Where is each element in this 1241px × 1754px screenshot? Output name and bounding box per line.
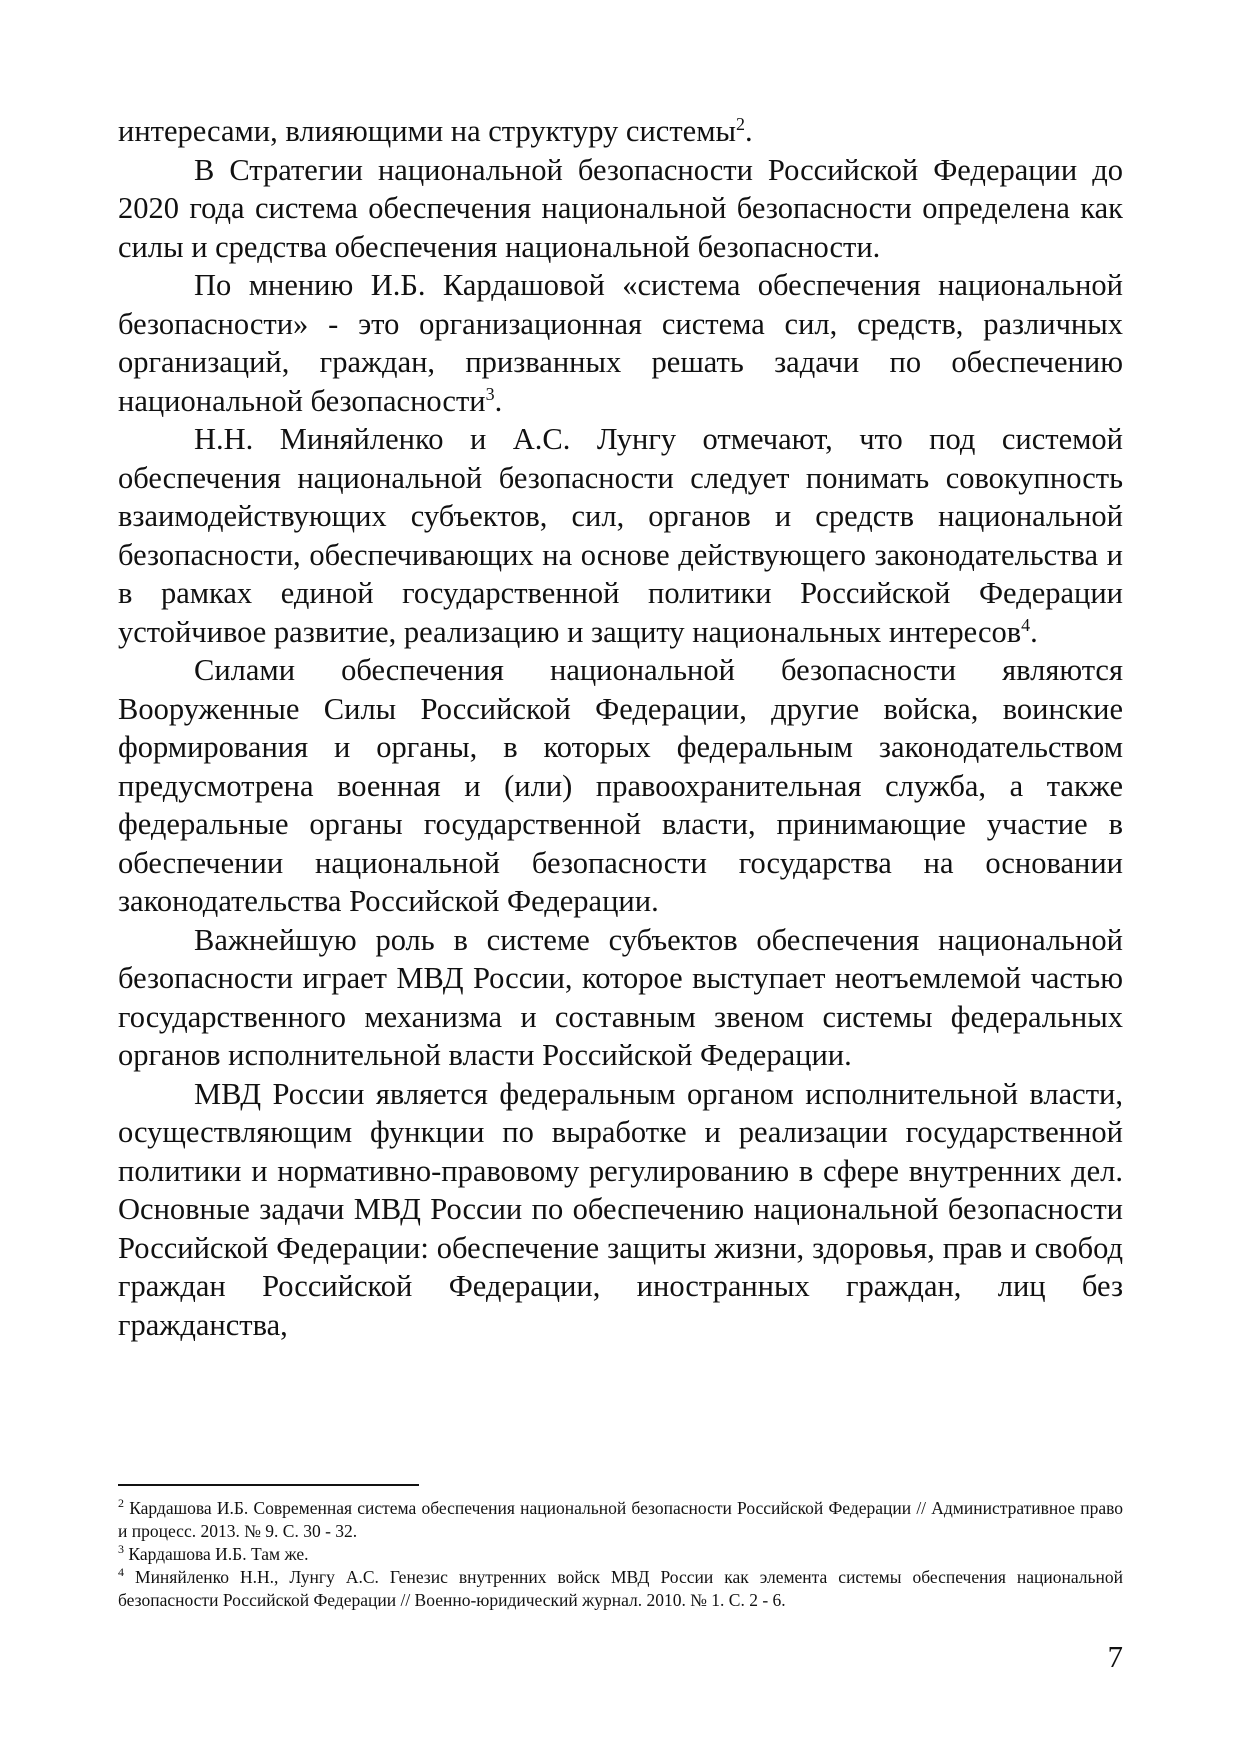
paragraph-4 [118, 420, 1123, 651]
paragraph-7: МВД России является федеральным органом исполнительной власти, осуществляющим функции по выработке и реализации государственной политики и нормативно-правовому регулированию в сфере внутренних дел. Основные задачи МВД России по обеспечению национальной безопасности Российской Федерации: обеспечение защиты жизни, здоровья, прав и свобод граждан Российской Федерации, иностранных граждан, лиц без гражданства, [118, 1076, 1123, 1342]
footnote-number: 3 [118, 1542, 124, 1557]
paragraph-1 [118, 112, 1123, 151]
paragraph-1-end: . [744, 114, 753, 148]
page-body [118, 112, 1123, 1344]
paragraph-5: Силами обеспечения национальной безопасности являются Вооруженные Силы Российской Федерации, другие войска, воинские формирования и органы, в которых федеральным законодательством предусмотрена военная и (или) правоохранительная служба, а также федеральные органы государственной власти, принимающие участие в обеспечении национальной безопасности государства на основании законодательства Российской Федерации. [118, 653, 1123, 918]
footnote-number: 2 [118, 1496, 124, 1511]
footnote-number: 4 [118, 1565, 124, 1580]
page-number: 7 [1107, 1639, 1123, 1674]
footnote-text: Кардашова И.Б. Современная система обеспечения национальной безопасности Российской Федерации // Административное право и процесс. 2013. № 9. С. 30 - 32. [118, 1498, 1123, 1541]
paragraph-4-text: Н.Н. Миняйленко и А.С. Лунгу отмечают, что под системой обеспечения национальной безопасности следует понимать совокупность взаимодействующих субъектов, сил, органов и средств национальной безопасности, обеспечивающих на основе действующего законодательства и в рамках единой государственной политики Российской Федерации устойчивое развитие, реализацию и защиту национальных интересов [118, 422, 1123, 649]
footnote-divider [118, 1484, 419, 1486]
paragraph-4-end: . [1030, 614, 1038, 649]
footnote-text: Миняйленко Н.Н., Лунгу А.С. Генезис внутренних войск МВД России как элемента системы обеспечения национальной безопасности Российской Федерации // Военно-юридический журнал. 2010. № 1. С. 2 - 6. [118, 1567, 1123, 1610]
footnote-ref-2[interactable]: 2 [735, 113, 745, 134]
footnote-3 [118, 1543, 1123, 1566]
paragraph-1-text: интересами, влияющими на структуру системы [118, 114, 736, 148]
paragraph-2: В Стратегии национальной безопасности Российской Федерации до 2020 года система обеспечения национальной безопасности определена как силы и средства обеспечения национальной безопасности. [118, 152, 1123, 264]
footnotes [118, 1497, 1123, 1612]
footnote-ref-3[interactable]: 3 [485, 383, 495, 404]
footnote-2 [118, 1497, 1123, 1543]
paragraph-6: Важнейшую роль в системе субъектов обеспечения национальной безопасности играет МВД России, которое выступает неотъемлемой частью государственного механизма и составным звеном системы федеральных органов исполнительной власти Российской Федерации. [118, 922, 1123, 1072]
footnote-4 [118, 1566, 1123, 1612]
paragraph-3-end: . [494, 383, 503, 418]
footnote-ref-4[interactable]: 4 [1021, 614, 1031, 635]
paragraph-3 [118, 266, 1123, 420]
footnote-text: Кардашова И.Б. Там же. [124, 1544, 309, 1564]
paragraph-3-text: По мнению И.Б. Кардашовой «система обеспечения национальной безопасности» - это организационная система сил, средств, различных организаций, граждан, призванных решать задачи по обеспечению национальной безопасности [118, 268, 1123, 418]
